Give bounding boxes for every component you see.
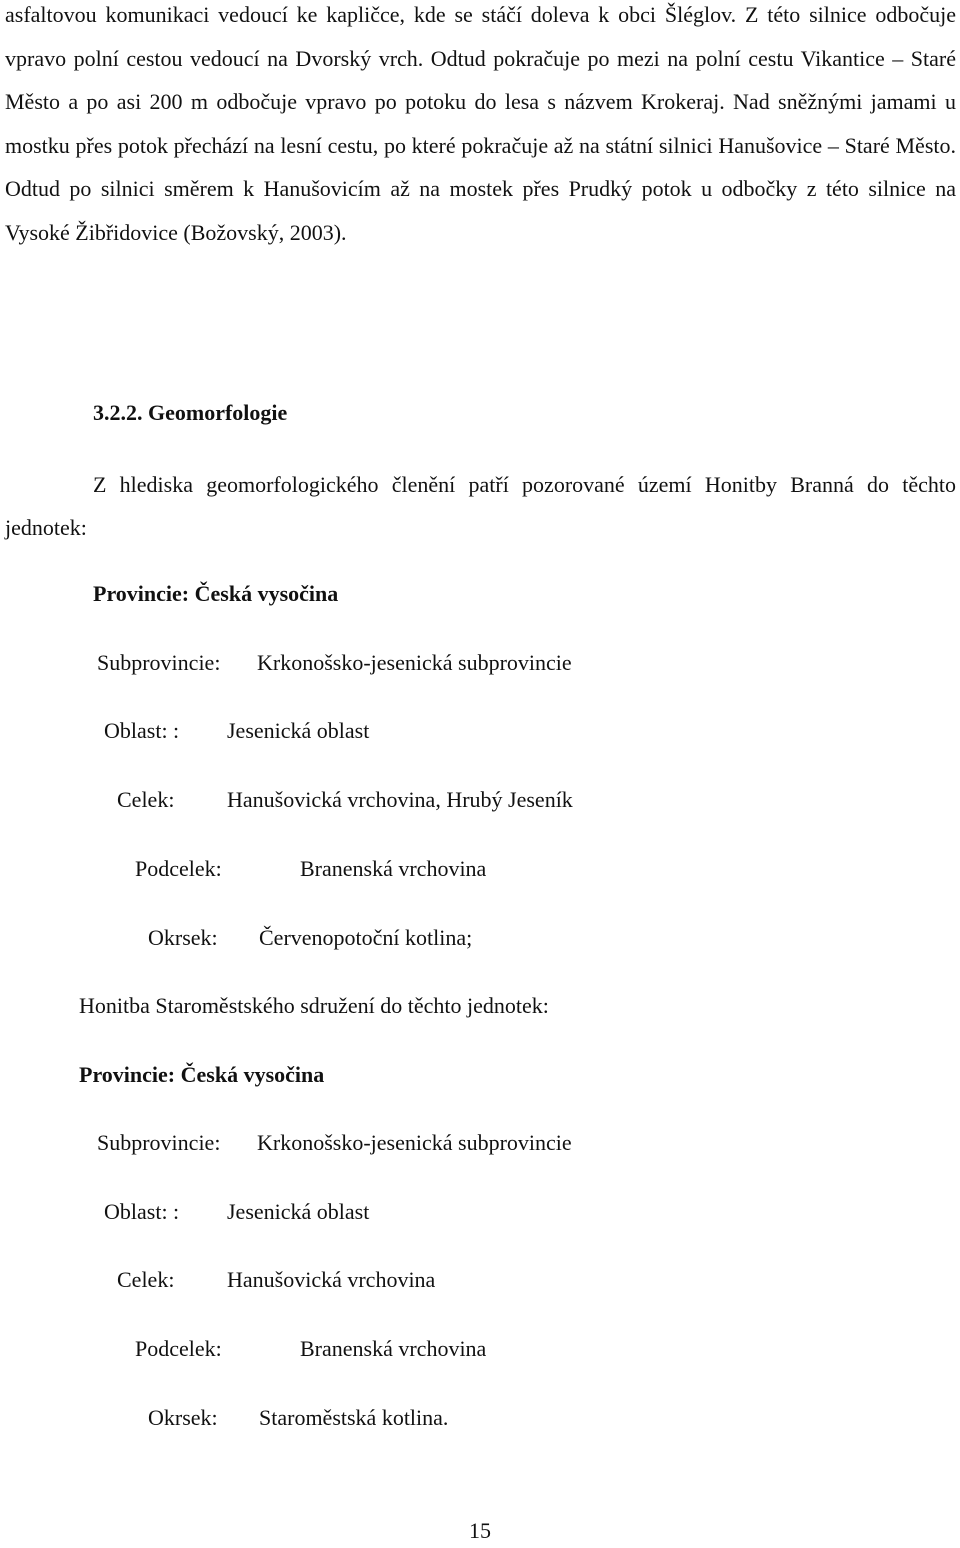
block1-district-value: Červenopotoční kotlina; bbox=[259, 925, 473, 950]
block2-intro: Honitba Staroměstského sdružení do těchto jednotek: bbox=[79, 993, 549, 1018]
block2-whole-label: Celek: bbox=[117, 1267, 175, 1292]
block2-area-label: Oblast: : bbox=[104, 1199, 180, 1224]
block1-area-label: Oblast: : bbox=[104, 718, 180, 743]
block2-province: Provincie: Česká vysočina bbox=[79, 1062, 325, 1087]
block1-subwhole-value: Branenská vrchovina bbox=[300, 856, 487, 881]
block1-whole-value: Hanušovická vrchovina, Hrubý Jeseník bbox=[227, 787, 573, 812]
block2-subprovince-value: Krkonošsko-jesenická subprovincie bbox=[257, 1130, 572, 1155]
route-description-paragraph: asfaltovou komunikaci vedoucí ke kapličce, kde se stáčí doleva k obci Šléglov. Z této silnice odbočuje vpravo polní cestou vedoucí na Dvorský vrch. Odtud pokračuje po mezi na polní cestu Vikantice – Staré Město a po asi 200 m odbočuje vpravo po potoku do lesa s názvem Krokeraj. Nad sněžnými jamami u mostku přes potok přechází na lesní cestu, po které pokračuje až na státní silnici Hanušovice – Staré Město. Odtud po silnici směrem k Hanušovicím až na mostek přes Prudký potok u odbočky z této silnice na Vysoké Žibřidovice (Božovský, 2003). bbox=[5, 2, 956, 245]
block2-district-label: Okrsek: bbox=[148, 1405, 218, 1430]
block1-subprovince-label: Subprovincie: bbox=[97, 650, 221, 675]
block2-subwhole-value: Branenská vrchovina bbox=[300, 1336, 487, 1361]
intro-paragraph: Z hlediska geomorfologického členění patří pozorované území Honitby Branná do těchto jednotek: bbox=[5, 472, 956, 540]
block2-district-value: Staroměstská kotlina. bbox=[259, 1405, 449, 1430]
block2-whole-value: Hanušovická vrchovina bbox=[227, 1267, 436, 1292]
block1-whole-label: Celek: bbox=[117, 787, 175, 812]
block1-district-label: Okrsek: bbox=[148, 925, 218, 950]
page-number: 15 bbox=[469, 1518, 491, 1543]
block1-area-value: Jesenická oblast bbox=[227, 718, 370, 743]
block2-subprovince-label: Subprovincie: bbox=[97, 1130, 221, 1155]
section-heading: 3.2.2. Geomorfologie bbox=[93, 400, 288, 425]
block1-province: Provincie: Česká vysočina bbox=[93, 581, 339, 606]
block1-subprovince-value: Krkonošsko-jesenická subprovincie bbox=[257, 650, 572, 675]
block1-subwhole-label: Podcelek: bbox=[135, 856, 222, 881]
block2-subwhole-label: Podcelek: bbox=[135, 1336, 222, 1361]
block2-area-value: Jesenická oblast bbox=[227, 1199, 370, 1224]
